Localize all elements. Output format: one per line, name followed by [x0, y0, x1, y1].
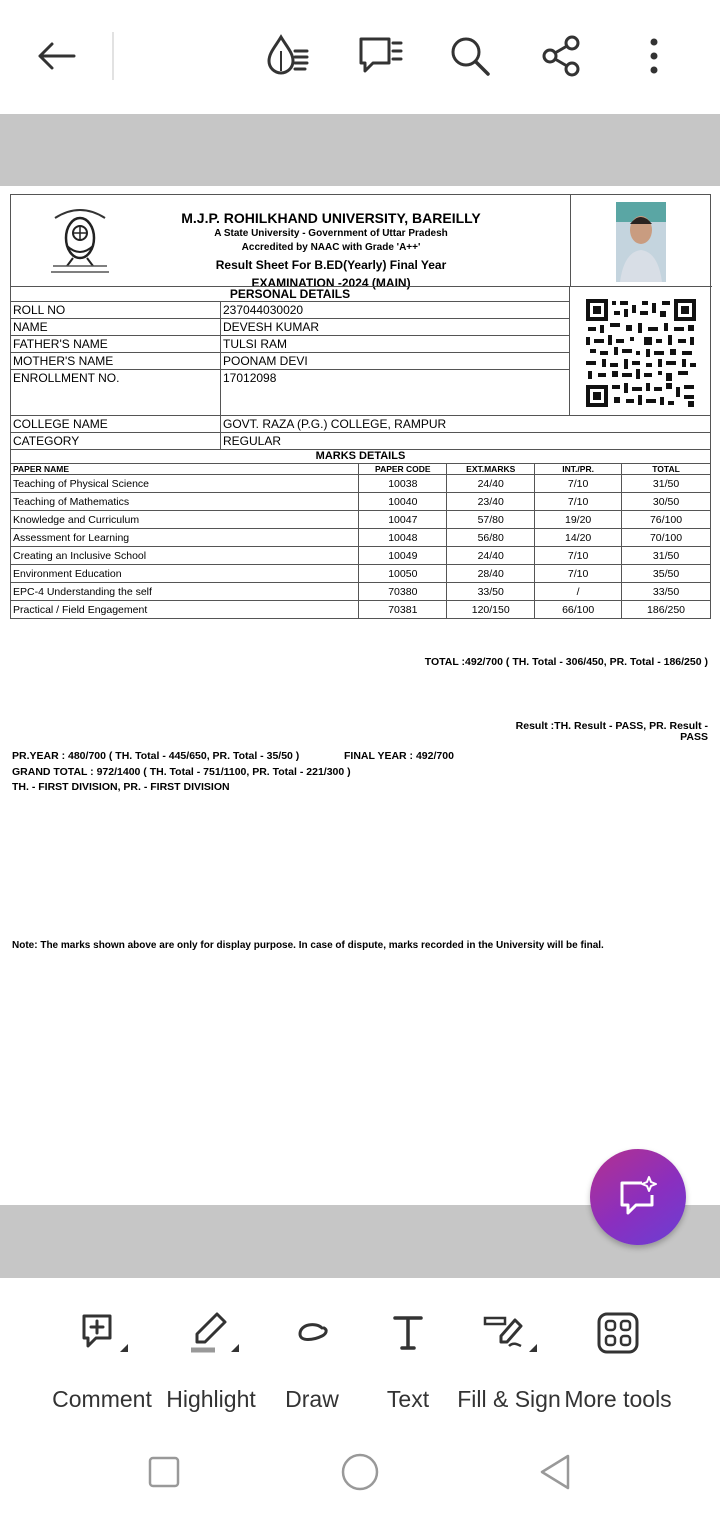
total-line: TOTAL :492/700 ( TH. Total - 306/450, PR. Total - 186/250 )	[424, 656, 708, 668]
search-icon[interactable]	[446, 32, 494, 80]
personal-details-title: PERSONAL DETAILS	[10, 286, 569, 301]
father-name-value: TULSI RAM	[223, 337, 288, 351]
college-label: COLLEGE NAME	[11, 416, 221, 432]
mother-name-value: POONAM DEVI	[223, 354, 308, 368]
page-gap-top	[0, 114, 720, 186]
marks-row	[11, 565, 711, 583]
more-tools-label: More tools	[564, 1386, 672, 1412]
sheet-title: Result Sheet For B.ED(Yearly) Final Year	[215, 258, 447, 272]
col-ext-marks: EXT.MARKS	[447, 464, 535, 475]
int-pr-cell: 14/20	[535, 529, 622, 547]
grand-total-line: GRAND TOTAL : 972/1400 ( TH. Total - 751/1100, PR. Total - 221/300 )	[12, 766, 351, 778]
int-pr-cell: 66/100	[535, 601, 622, 619]
marks-row	[11, 475, 711, 493]
qr-code	[586, 299, 696, 407]
marks-details-title: MARKS DETAILS	[10, 449, 711, 463]
bottom-toolbar	[0, 1280, 720, 1440]
father-name-label: FATHER'S NAME	[11, 336, 221, 352]
total-cell: 35/50	[622, 565, 711, 583]
back-nav-icon[interactable]	[536, 1452, 576, 1492]
paper-code-cell: 10047	[359, 511, 447, 529]
university-subtitle: A State University - Government of Uttar Pradesh	[214, 228, 448, 239]
col-paper-name: PAPER NAME	[11, 464, 359, 475]
paper-code-cell: 70380	[359, 583, 447, 601]
col-int-pr: INT./PR.	[535, 464, 622, 475]
fill-sign-label: Fill & Sign	[457, 1386, 561, 1412]
ext-marks-cell: 28/40	[447, 565, 535, 583]
ai-assistant-button[interactable]	[590, 1149, 686, 1245]
draw-tool[interactable]	[272, 1308, 352, 1418]
int-pr-cell: 19/20	[535, 511, 622, 529]
disclaimer-note: Note: The marks shown above are only for display purpose. In case of dispute, marks recorded in the University will be final.	[12, 940, 604, 951]
marks-row	[11, 529, 711, 547]
paper-name-cell: Environment Education	[11, 565, 359, 583]
col-total: TOTAL	[622, 464, 711, 475]
paper-name-cell: Assessment for Learning	[11, 529, 359, 547]
marks-row	[11, 583, 711, 601]
int-pr-cell: 7/10	[535, 547, 622, 565]
paper-code-cell: 10049	[359, 547, 447, 565]
result-sheet	[10, 194, 711, 619]
exam-title: EXAMINATION -2024 (MAIN)	[251, 276, 411, 290]
comment-label: Comment	[52, 1386, 152, 1412]
accreditation: Accredited by NAAC with Grade 'A++'	[241, 242, 421, 253]
ai-assistant-icon	[616, 1175, 660, 1219]
paper-name-cell: Teaching of Mathematics	[11, 493, 359, 511]
marks-row	[11, 493, 711, 511]
paper-code-cell: 70381	[359, 601, 447, 619]
home-icon[interactable]	[340, 1452, 380, 1492]
marks-table	[10, 463, 711, 619]
recent-apps-icon[interactable]	[146, 1454, 182, 1490]
comments-list-icon[interactable]	[356, 32, 404, 80]
pr-year-line: PR.YEAR : 480/700 ( TH. Total - 445/650, PR. Total - 35/50 )	[12, 750, 300, 762]
roll-no-label: ROLL NO	[11, 302, 221, 318]
paper-name-cell: Creating an Inclusive School	[11, 547, 359, 565]
result-header	[10, 194, 711, 290]
paper-name-cell: Practical / Field Engagement	[11, 601, 359, 619]
paper-name-cell: Knowledge and Curriculum	[11, 511, 359, 529]
ext-marks-cell: 23/40	[447, 493, 535, 511]
more-options-icon[interactable]	[630, 32, 678, 80]
highlight-label: Highlight	[166, 1386, 256, 1412]
paper-name-cell: Teaching of Physical Science	[11, 475, 359, 493]
ext-marks-cell: 33/50	[447, 583, 535, 601]
personal-row	[10, 301, 569, 318]
more-tools-icon	[588, 1308, 648, 1364]
comment-tool[interactable]	[52, 1308, 152, 1418]
paper-name-cell: EPC-4 Understanding the self	[11, 583, 359, 601]
ext-marks-cell: 24/40	[447, 547, 535, 565]
paper-code-cell: 10040	[359, 493, 447, 511]
paper-code-cell: 10038	[359, 475, 447, 493]
read-mode-icon[interactable]	[264, 32, 312, 80]
total-cell: 31/50	[622, 475, 711, 493]
category-row	[10, 432, 711, 449]
share-icon[interactable]	[538, 32, 586, 80]
total-cell: 31/50	[622, 547, 711, 565]
toolbar-divider	[112, 32, 114, 80]
photo-box	[570, 195, 712, 287]
highlight-pen-icon	[181, 1308, 241, 1364]
int-pr-cell: 7/10	[535, 475, 622, 493]
division-line: TH. - FIRST DIVISION, PR. - FIRST DIVISION	[12, 781, 230, 793]
marks-row	[11, 601, 711, 619]
back-arrow-icon[interactable]	[32, 32, 80, 80]
draw-icon	[282, 1308, 342, 1364]
result-text-cont: PASS	[680, 731, 708, 743]
total-cell: 30/50	[622, 493, 711, 511]
total-cell: 33/50	[622, 583, 711, 601]
college-row	[10, 415, 711, 432]
text-tool[interactable]	[370, 1308, 446, 1418]
ext-marks-cell: 24/40	[447, 475, 535, 493]
comment-add-icon	[72, 1308, 132, 1364]
personal-details	[10, 286, 711, 415]
int-pr-cell: 7/10	[535, 565, 622, 583]
enrollment-value: 17012098	[223, 371, 277, 385]
system-nav-bar	[0, 1440, 720, 1520]
personal-row	[10, 369, 569, 415]
category-value: REGULAR	[223, 434, 282, 448]
paper-code-cell: 10048	[359, 529, 447, 547]
mother-name-label: MOTHER'S NAME	[11, 353, 221, 369]
fill-sign-icon	[479, 1308, 539, 1364]
marks-row	[11, 547, 711, 565]
result-text: Result :TH. Result - PASS, PR. Result -	[515, 720, 708, 732]
highlight-tool[interactable]	[164, 1308, 258, 1418]
personal-row	[10, 318, 569, 335]
document-page[interactable]	[0, 186, 720, 1205]
marks-header-row	[11, 464, 711, 475]
total-cell: 70/100	[622, 529, 711, 547]
ext-marks-cell: 56/80	[447, 529, 535, 547]
final-year-line: FINAL YEAR : 492/700	[344, 750, 454, 762]
qr-box	[569, 286, 711, 416]
student-photo	[616, 202, 666, 282]
roll-no-value: 237044030020	[223, 303, 304, 317]
total-cell: 186/250	[622, 601, 711, 619]
paper-code-cell: 10050	[359, 565, 447, 583]
name-label: NAME	[11, 319, 221, 335]
university-titles	[151, 209, 511, 291]
result-line	[0, 721, 708, 743]
enrollment-label: ENROLLMENT NO.	[11, 370, 221, 415]
fill-sign-tool[interactable]	[456, 1308, 562, 1418]
university-name: M.J.P. ROHILKHAND UNIVERSITY, BAREILLY	[181, 210, 481, 226]
university-logo	[43, 200, 117, 278]
personal-row	[10, 335, 569, 352]
text-icon	[378, 1308, 438, 1364]
text-label: Text	[386, 1386, 430, 1412]
draw-label: Draw	[285, 1386, 339, 1412]
more-tools-button[interactable]	[563, 1308, 673, 1418]
ext-marks-cell: 120/150	[447, 601, 535, 619]
personal-row	[10, 352, 569, 369]
int-pr-cell: /	[535, 583, 622, 601]
name-value: DEVESH KUMAR	[223, 320, 320, 334]
ext-marks-cell: 57/80	[447, 511, 535, 529]
int-pr-cell: 7/10	[535, 493, 622, 511]
col-paper-code: PAPER CODE	[359, 464, 447, 475]
category-label: CATEGORY	[11, 433, 221, 449]
college-value: GOVT. RAZA (P.G.) COLLEGE, RAMPUR	[223, 417, 447, 431]
total-cell: 76/100	[622, 511, 711, 529]
marks-row	[11, 511, 711, 529]
top-toolbar	[0, 0, 720, 112]
